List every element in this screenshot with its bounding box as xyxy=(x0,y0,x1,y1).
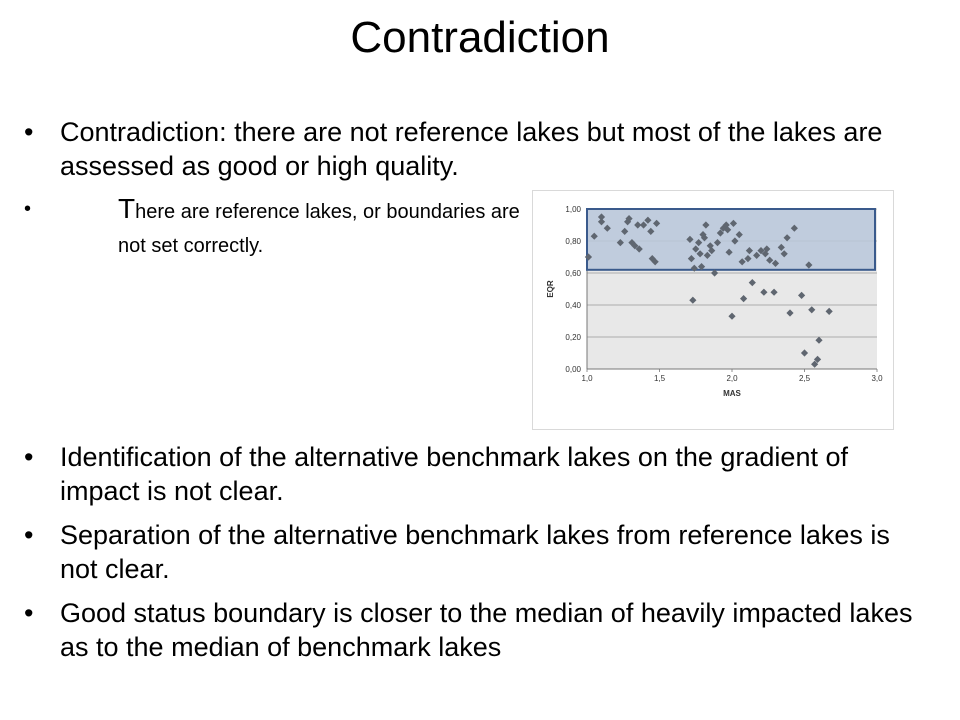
y-tick-label: 1,00 xyxy=(565,205,581,214)
bullet-good-status xyxy=(24,596,929,664)
x-axis-label: MAS xyxy=(723,389,741,398)
eqr-mas-scatter-chart xyxy=(532,190,894,430)
bullet-dot: • xyxy=(24,198,32,220)
bullet-dot: • xyxy=(24,598,34,628)
x-tick-label: 2,0 xyxy=(726,374,738,383)
bullet-dot: • xyxy=(24,520,34,550)
y-tick-label: 0,00 xyxy=(565,365,581,374)
bullet-text: Identification of the alternative benchmark lakes on the gradient of impact is not clear. xyxy=(60,442,848,506)
bullet-text-rest: here are reference lakes, or boundaries are not set correctly. xyxy=(118,201,520,257)
bullet-text xyxy=(118,192,544,263)
y-tick-label: 0,60 xyxy=(565,269,581,278)
slide-title: Contradiction xyxy=(350,13,610,62)
chart-svg xyxy=(533,191,893,429)
y-tick-label: 0,80 xyxy=(565,237,581,246)
bullet-contradiction xyxy=(24,115,929,183)
y-tick-label: 0,40 xyxy=(565,301,581,310)
bullet-separation xyxy=(24,518,929,586)
bullet-text: Contradiction: there are not reference lakes but most of the lakes are assessed as good or high quality. xyxy=(60,117,883,181)
bullet-dot: • xyxy=(24,442,34,472)
bullet-identification xyxy=(24,440,929,508)
bullet-first-letter: T xyxy=(118,193,136,224)
bullet-dot: • xyxy=(24,117,34,147)
y-tick-label: 0,20 xyxy=(565,333,581,342)
x-tick-label: 3,0 xyxy=(871,374,883,383)
bullet-reference-lakes xyxy=(24,192,544,263)
bullet-text: Separation of the alternative benchmark lakes from reference lakes is not clear. xyxy=(60,520,890,584)
x-tick-label: 1,0 xyxy=(581,374,593,383)
y-axis-label: EQR xyxy=(546,280,555,298)
x-tick-label: 2,5 xyxy=(798,374,811,383)
bullet-text: Good status boundary is closer to the median of heavily impacted lakes as to the median of benchmark lakes xyxy=(60,598,913,662)
x-tick-label: 1,5 xyxy=(653,374,666,383)
